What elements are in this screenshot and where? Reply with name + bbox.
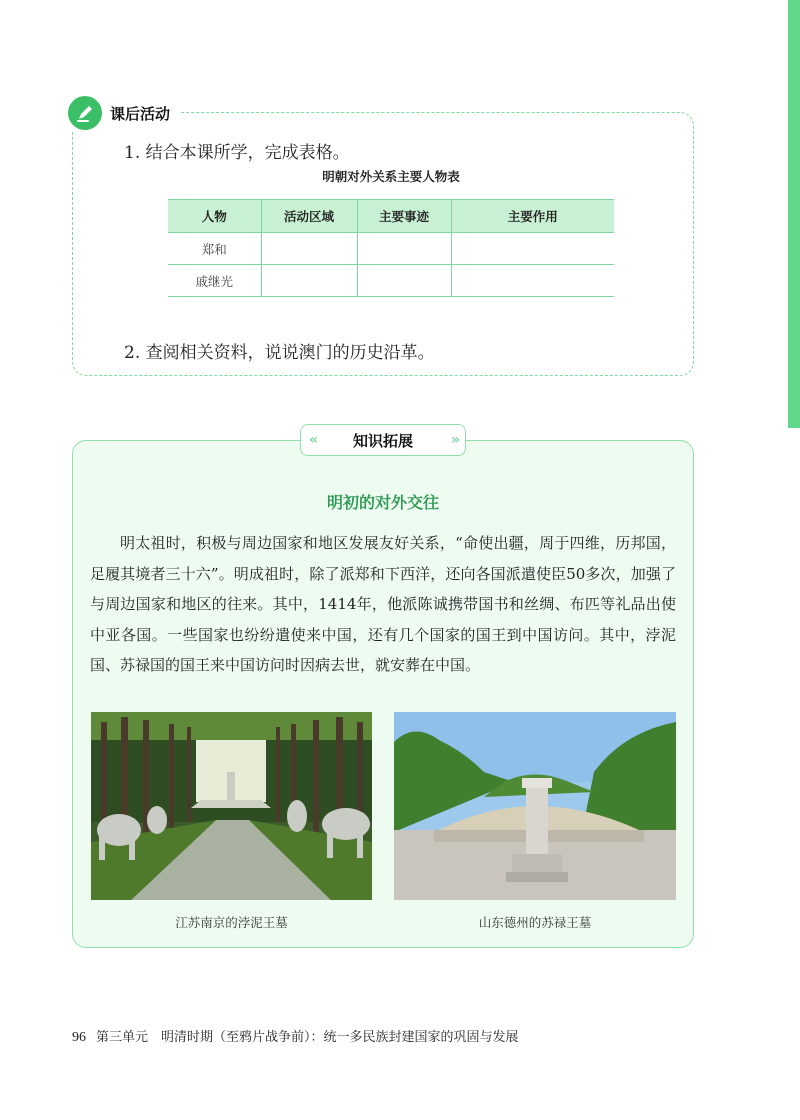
table-cell-blank[interactable] <box>261 233 357 265</box>
photo-caption: 江苏南京的浡泥王墓 <box>175 915 288 930</box>
article-body: 明太祖时，积极与周边国家和地区发展友好关系，“命使出疆，周于四维，历邦国，足履其境者三十六”。明成祖时，除了派郑和下西洋，还向各国派遣使臣50多次，加强了与周边国家和地区的往来。其中，1414年，他派陈诚携带国书和丝绸、布匹等礼品出使中亚各国。一些国家也纷纷遣使来中国，还有几个国家的国王到中国访问。其中，浡泥国、苏禄国的国王来中国访问时因病去世，就安葬在中国。 <box>90 534 676 674</box>
table-row <box>168 233 614 265</box>
photo-caption: 山东德州的苏禄王墓 <box>478 915 592 930</box>
table-cell-blank[interactable] <box>451 233 614 265</box>
table-row <box>168 265 614 297</box>
photo-sulu-tomb <box>394 712 676 900</box>
chevron-right-icon: » <box>450 432 457 448</box>
knowledge-header <box>300 424 466 456</box>
table-header-cell: 活动区域 <box>261 200 357 233</box>
table-header-row <box>168 200 614 233</box>
chapter-side-tab <box>788 0 800 428</box>
table-header-cell: 主要作用 <box>451 200 614 233</box>
knowledge-title: 知识拓展 <box>352 431 413 450</box>
pencil-icon <box>68 96 102 130</box>
page-number: 96 <box>72 1030 86 1045</box>
footer-unit-text: 第三单元 明清时期（至鸦片战争前）：统一多民族封建国家的巩固与发展 <box>96 1030 519 1045</box>
table-cell-blank[interactable] <box>357 233 451 265</box>
table-header-cell: 人物 <box>168 200 261 233</box>
table-header-cell: 主要事迹 <box>357 200 451 233</box>
chevron-left-icon: « <box>309 432 316 448</box>
question-2: 2. 查阅相关资料，说说澳门的历史沿革。 <box>124 343 435 363</box>
table-cell-blank[interactable] <box>261 265 357 297</box>
persons-table <box>168 199 614 297</box>
article-title: 明初的对外交往 <box>326 493 439 512</box>
table-cell-person: 戚继光 <box>168 265 261 297</box>
page-footer <box>72 1026 519 1046</box>
table-cell-blank[interactable] <box>357 265 451 297</box>
table-title: 明朝对外关系主要人物表 <box>322 169 460 184</box>
table-cell-blank[interactable] <box>451 265 614 297</box>
table-cell-person: 郑和 <box>168 233 261 265</box>
question-1: 1. 结合本课所学，完成表格。 <box>124 143 350 163</box>
photo-boni-tomb <box>91 712 372 900</box>
activity-header <box>68 96 180 130</box>
activity-title: 课后活动 <box>110 104 171 123</box>
